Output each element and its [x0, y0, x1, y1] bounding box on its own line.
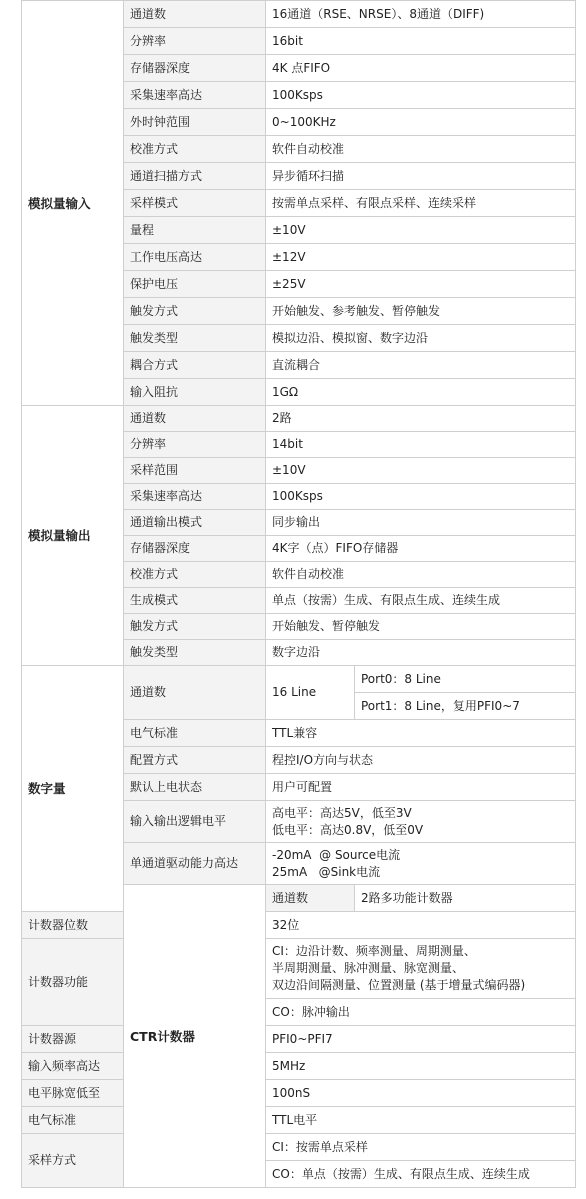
- param-value: ±12V: [266, 244, 576, 271]
- category-analog-input: 模拟量输入: [22, 1, 124, 406]
- param-value: 模拟边沿、模拟窗、数字边沿: [266, 325, 576, 352]
- param-label: 触发方式: [124, 614, 266, 640]
- table-row: [22, 1134, 576, 1161]
- drive-source: -20mA @ Source电流: [272, 847, 401, 862]
- param-label: 采集速率高达: [124, 82, 266, 109]
- table-row: [22, 1053, 576, 1080]
- param-value: 32位: [266, 912, 576, 939]
- param-value: 程控I/O方向与状态: [266, 747, 576, 774]
- param-label: 分辨率: [124, 432, 266, 458]
- param-value: [266, 843, 576, 885]
- param-label: 分辨率: [124, 28, 266, 55]
- param-label: 计数器源: [22, 1026, 124, 1053]
- param-label: 触发类型: [124, 640, 266, 666]
- table-row: [22, 1026, 576, 1053]
- port1-value: Port1：8 Line，复用PFI0~7: [355, 693, 576, 720]
- param-label: 通道数: [266, 885, 355, 912]
- param-label: 触发方式: [124, 298, 266, 325]
- logic-level-high: 高电平：高达5V，低至3V: [272, 805, 412, 820]
- param-value: PFI0~PFI7: [266, 1026, 576, 1053]
- param-value: TTL兼容: [266, 720, 576, 747]
- param-value: TTL电平: [266, 1107, 576, 1134]
- param-value: 1GΩ: [266, 379, 576, 406]
- param-label: 单通道驱动能力高达: [124, 843, 266, 885]
- param-value: 16bit: [266, 28, 576, 55]
- param-value: 2路: [266, 406, 576, 432]
- param-label: 采样范围: [124, 458, 266, 484]
- param-label: 保护电压: [124, 271, 266, 298]
- param-value: ±25V: [266, 271, 576, 298]
- co-sampling-value: CO：单点（按需）生成、有限点生成、连续生成: [266, 1161, 576, 1188]
- param-label: 采样方式: [22, 1134, 124, 1188]
- table-row: [22, 406, 576, 432]
- table-row: [22, 912, 576, 939]
- param-label: 工作电压高达: [124, 244, 266, 271]
- param-label: 存储器深度: [124, 55, 266, 82]
- param-label: 外时钟范围: [124, 109, 266, 136]
- param-label: 通道扫描方式: [124, 163, 266, 190]
- param-value: 数字边沿: [266, 640, 576, 666]
- param-value: 用户可配置: [266, 774, 576, 801]
- co-function-value: CO：脉冲输出: [266, 999, 576, 1026]
- param-label: 量程: [124, 217, 266, 244]
- param-value: 16通道（RSE、NRSE）、8通道（DIFF): [266, 1, 576, 28]
- param-value: [266, 801, 576, 843]
- param-value: 单点（按需）生成、有限点生成、连续生成: [266, 588, 576, 614]
- ci-function-line: 半周期测量、脉冲测量、脉宽测量、: [272, 961, 465, 975]
- param-label: 电气标准: [22, 1107, 124, 1134]
- param-value: 100Ksps: [266, 82, 576, 109]
- category-digital: 数字量: [22, 666, 124, 912]
- param-value: 2路多功能计数器: [355, 885, 576, 912]
- ci-function-line: CI：边沿计数、频率测量、周期测量、: [272, 944, 476, 958]
- param-label: 采集速率高达: [124, 484, 266, 510]
- param-value: 直流耦合: [266, 352, 576, 379]
- param-label: 生成模式: [124, 588, 266, 614]
- param-label: 电平脉宽低至: [22, 1080, 124, 1107]
- param-value: ±10V: [266, 458, 576, 484]
- param-value: 16 Line: [266, 666, 355, 720]
- param-value: [266, 939, 576, 999]
- category-counter: CTR计数器: [124, 885, 266, 1188]
- param-label: 采样模式: [124, 190, 266, 217]
- param-value: 4K字（点）FIFO存储器: [266, 536, 576, 562]
- param-value: 4K 点FIFO: [266, 55, 576, 82]
- param-label: 校准方式: [124, 562, 266, 588]
- param-value: 开始触发、暂停触发: [266, 614, 576, 640]
- param-label: 存储器深度: [124, 536, 266, 562]
- param-label: 默认上电状态: [124, 774, 266, 801]
- param-value: 软件自动校准: [266, 136, 576, 163]
- param-label: 输入频率高达: [22, 1053, 124, 1080]
- param-value: 14bit: [266, 432, 576, 458]
- table-row: [22, 1080, 576, 1107]
- param-value: 100Ksps: [266, 484, 576, 510]
- param-label: 通道数: [124, 406, 266, 432]
- param-value: 开始触发、参考触发、暂停触发: [266, 298, 576, 325]
- param-value: 同步输出: [266, 510, 576, 536]
- param-value: 100nS: [266, 1080, 576, 1107]
- logic-level-low: 低电平：高达0.8V，低至0V: [272, 822, 424, 837]
- table-row: [22, 1107, 576, 1134]
- param-label: 通道数: [124, 1, 266, 28]
- param-value: 按需单点采样、有限点采样、连续采样: [266, 190, 576, 217]
- param-label: 触发类型: [124, 325, 266, 352]
- param-label: 通道输出模式: [124, 510, 266, 536]
- param-label: 计数器位数: [22, 912, 124, 939]
- param-label: 电气标准: [124, 720, 266, 747]
- category-analog-output: 模拟量输出: [22, 406, 124, 666]
- table-row: [22, 939, 576, 999]
- param-label: 校准方式: [124, 136, 266, 163]
- param-value: 软件自动校准: [266, 562, 576, 588]
- ci-function-line: 双边沿间隔测量、位置测量 (基于增量式编码器): [272, 978, 526, 992]
- table-row: [22, 666, 576, 693]
- param-label: 输入输出逻辑电平: [124, 801, 266, 843]
- param-value: 异步循环扫描: [266, 163, 576, 190]
- param-label: 配置方式: [124, 747, 266, 774]
- param-label: 通道数: [124, 666, 266, 720]
- drive-sink: 25mA @Sink电流: [272, 864, 381, 879]
- spec-table: [21, 0, 576, 1188]
- param-label: 计数器功能: [22, 939, 124, 1026]
- param-label: 输入阻抗: [124, 379, 266, 406]
- param-value: 5MHz: [266, 1053, 576, 1080]
- param-value: 0~100KHz: [266, 109, 576, 136]
- param-value: ±10V: [266, 217, 576, 244]
- param-label: 耦合方式: [124, 352, 266, 379]
- port0-value: Port0：8 Line: [355, 666, 576, 693]
- table-row: [22, 1, 576, 28]
- ci-sampling-value: CI：按需单点采样: [266, 1134, 576, 1161]
